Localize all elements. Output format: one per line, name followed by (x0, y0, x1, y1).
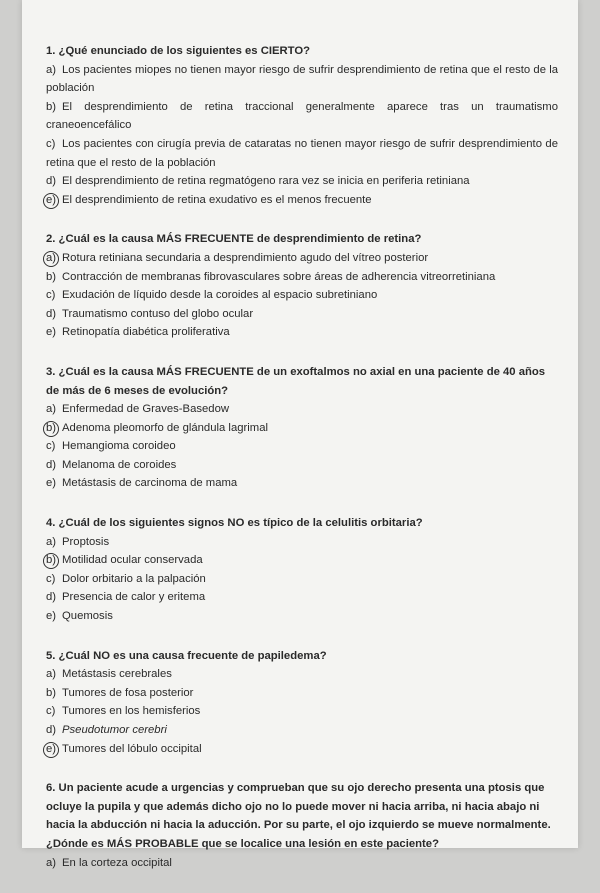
question-3 (46, 363, 558, 493)
option-letter: b) (46, 270, 57, 283)
option-text: Tumores del lóbulo occipital (62, 742, 202, 755)
option-letter: d) (46, 724, 57, 736)
answer-option (46, 172, 558, 191)
option-text: Tumores en los hemisferios (62, 705, 201, 718)
option-letter: a) (46, 249, 62, 268)
answer-option-selected (46, 191, 558, 210)
question-4 (46, 514, 558, 626)
option-text: Rotura retiniana secundaria a desprendimiento agudo del vítreo posterior (62, 251, 429, 264)
exam-page (22, 0, 578, 869)
question-title: 3. ¿Cuál es la causa MÁS FRECUENTE de un exoftalmos no axial en una paciente de 40 años de más de 6 meses de evolución? (46, 365, 546, 397)
option-text: Presencia de calor y eritema (62, 591, 206, 604)
option-letter: d) (46, 458, 57, 471)
question-6 (46, 779, 558, 872)
option-text: Melanoma de coroides (62, 458, 177, 471)
option-text: Motilidad ocular conservada (62, 554, 203, 567)
answer-option (46, 305, 558, 324)
option-letter: b) (46, 686, 57, 699)
answer-option (46, 665, 558, 684)
option-letter: a) (46, 403, 57, 416)
answer-option-selected (46, 740, 558, 759)
question-5 (46, 647, 558, 759)
option-text: Pseudotumor cerebri (62, 724, 167, 736)
question-list (46, 42, 558, 893)
option-letter: e) (46, 477, 57, 490)
option-text: Metástasis cerebrales (62, 668, 172, 681)
option-text: Retinopatía diabética proliferativa (62, 326, 230, 339)
answer-option (46, 570, 558, 589)
answer-option (46, 684, 558, 703)
question-title: 1. ¿Qué enunciado de los siguientes es CIERTO? (46, 45, 311, 57)
option-letter: d) (46, 591, 57, 604)
option-text: Exudación de líquido desde la coroides al espacio subretiniano (62, 289, 378, 302)
option-letter: a) (46, 856, 57, 869)
option-letter: c) (46, 705, 56, 718)
option-text: Metástasis de carcinoma de mama (62, 477, 238, 490)
option-text: Tumores de fosa posterior (62, 686, 194, 699)
option-text: El desprendimiento de retina exudativo es el menos frecuente (62, 193, 372, 206)
answer-option (46, 98, 558, 135)
question-title: 4. ¿Cuál de los siguientes signos NO es típico de la celulitis orbitaria? (46, 517, 423, 530)
option-text: El desprendimiento de retina traccional generalmente aparece tras un traumatismo craneoencefálico (46, 100, 558, 132)
answer-option (46, 323, 558, 342)
option-text: Los pacientes miopes no tienen mayor riesgo de sufrir desprendimiento de retina que el resto de la población (46, 63, 558, 95)
option-letter: d) (46, 175, 57, 188)
question-title: 6. Un paciente acude a urgencias y comprueban que su ojo derecho presenta una ptosis que ocluye la pupila y que además dicho ojo no lo puede mover ni hacia arriba, ni hacia abajo ni hacia la abducción ni hacia la aducción. Por su parte, el ojo izquierdo se mueve normalmente. ¿Dónde es MÁS PROBABLE que se localice una lesión en este paciente? (46, 782, 551, 850)
answer-option (46, 456, 558, 475)
option-letter: e) (46, 610, 57, 623)
option-text: Los pacientes con cirugía previa de cataratas no tienen mayor riesgo de sufrir desprendimiento de retina que el resto de la población (46, 137, 558, 169)
question-title: 2. ¿Cuál es la causa MÁS FRECUENTE de desprendimiento de retina? (46, 233, 422, 246)
question-title: 5. ¿Cuál NO es una causa frecuente de papiledema? (46, 649, 327, 662)
answer-option (46, 854, 558, 873)
option-text: Proptosis (62, 535, 110, 548)
option-text: Adenoma pleomorfo de glándula lagrimal (62, 421, 268, 434)
answer-option (46, 588, 558, 607)
question-1 (46, 42, 558, 209)
answer-option (46, 702, 558, 721)
option-letter: b) (46, 100, 57, 113)
option-letter: c) (46, 289, 56, 302)
option-text: En la corteza occipital (62, 856, 172, 869)
option-letter: a) (46, 668, 57, 681)
answer-option (46, 268, 558, 287)
question-2 (46, 230, 558, 342)
option-letter: e) (46, 326, 57, 339)
option-text: Hemangioma coroideo (62, 440, 176, 453)
option-letter: e) (46, 191, 62, 210)
option-text: Enfermedad de Graves-Basedow (62, 403, 230, 416)
answer-option-selected (46, 249, 558, 268)
answer-option (46, 474, 558, 493)
option-text: Quemosis (62, 610, 113, 623)
option-letter: a) (46, 63, 57, 76)
option-letter: c) (46, 572, 56, 585)
option-letter: b) (46, 551, 62, 570)
answer-option (46, 607, 558, 626)
option-text: El desprendimiento de retina regmatógeno rara vez se inicia en periferia retiniana (62, 175, 470, 188)
answer-option (46, 61, 558, 98)
option-letter: d) (46, 307, 57, 320)
answer-option (46, 721, 558, 740)
option-letter: b) (46, 419, 62, 438)
answer-option-selected (46, 551, 558, 570)
answer-option (46, 135, 558, 172)
answer-option (46, 533, 558, 552)
option-text: Traumatismo contuso del globo ocular (62, 307, 254, 320)
option-letter: c) (46, 137, 56, 150)
option-text: Contracción de membranas fibrovasculares sobre áreas de adherencia vitreorretiniana (62, 270, 496, 283)
answer-option (46, 286, 558, 305)
option-text: Dolor orbitario a la palpación (62, 572, 206, 585)
answer-option (46, 400, 558, 419)
answer-option (46, 437, 558, 456)
option-letter: a) (46, 535, 57, 548)
option-letter: c) (46, 440, 56, 453)
option-letter: e) (46, 740, 62, 759)
answer-option-selected (46, 419, 558, 438)
